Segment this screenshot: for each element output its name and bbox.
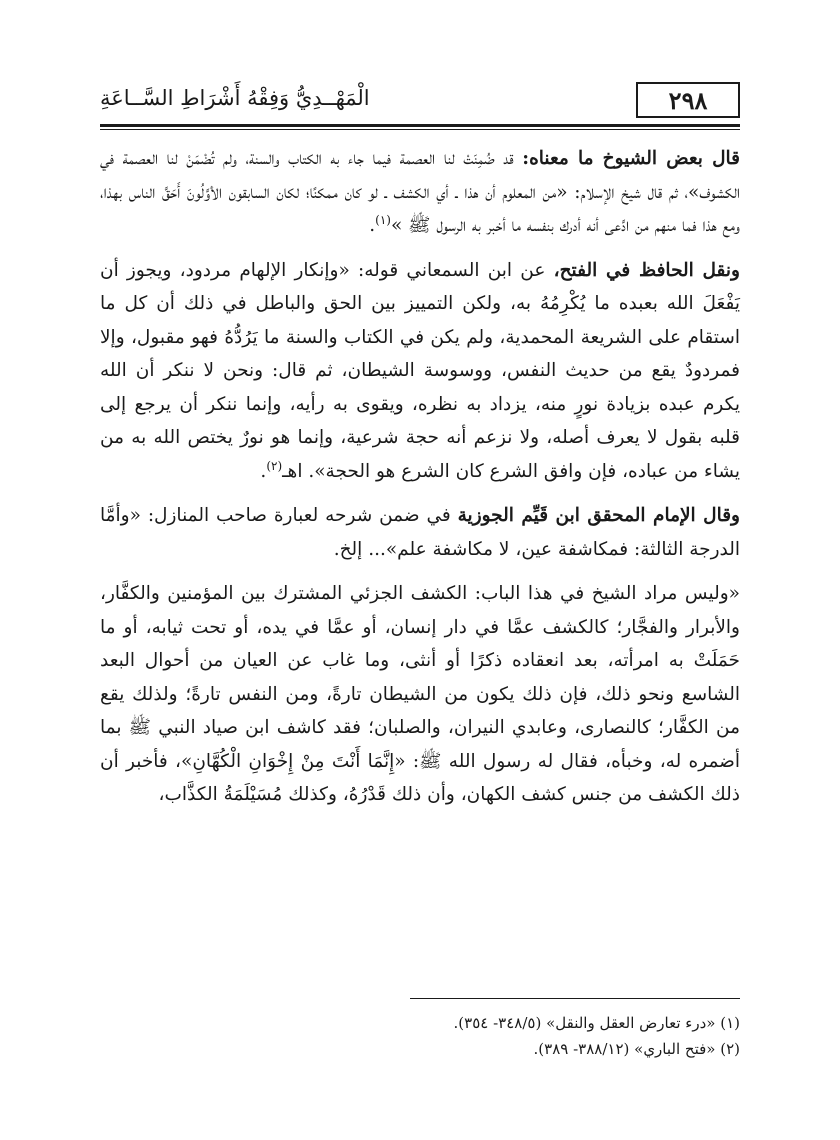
paragraph-text: قد ضُمِنَتْ لنا العصمة فيما جاء به الكتاب والسنة، ولم تُضْمَنْ لنا العصمة في الكشوف»، ثم قال شيخ الإسلام: «من المعلوم أن هذا ـ أي الكشف ـ لو كان ممكنًا؛ لكان السابقون الأوَّلُونَ أَحَقَّ الناس بهذا، ومع هذا فما منهم من ادَّعى أنه أدرك بنفسه ما أخبر به الرسول ﷺ » [100, 148, 740, 236]
paragraph-text: في ضمن شرحه لعبارة صاحب المنازل: «وأمَّا الدرجة الثالثة: فمكاشفة عين، لا مكاشفة علم»... إلخ. [100, 505, 740, 560]
paragraph-4 [100, 577, 740, 812]
paragraph-tail: . [369, 215, 376, 236]
page-number: ٢٩٨ [636, 82, 740, 118]
paragraph-text: «وليس مراد الشيخ في هذا الباب: الكشف الجزئي المشترك بين المؤمنين والكفَّار، والأبرار والفجَّار؛ كالكشف عمَّا في دار إنسان، أو عمَّا في يده، أو تحت ثيابه، أو ما حَمَلَتْ به امرأته، بعد انعقاده ذكرًا أو أنثى، وما غاب عن العيان من أحوال البعد الشاسع ونحو ذلك، فإن ذلك يكون من الشيطان تارةً، ومن النفس تارةً؛ ولذلك يقع من الكفَّار؛ كالنصارى، وعابدي النيران، والصلبان؛ فقد كاشف ابن صياد النبي ﷺ بما أضمره له، وخبأه، فقال له رسول الله ﷺ: «إِنَّمَا أَنْتَ مِنْ إِخْوَانِ الْكُهَّانِ»، فأخبر أن ذلك الكشف من جنس كشف الكهان، وأن ذلك قَدْرُهُ، وكذلك مُسَيْلَمَةُ الكذَّاب، [100, 583, 740, 805]
running-title: الْمَهْــدِيُّ وَفِقْهُ أَشْرَاطِ السَّــاعَةِ [100, 86, 370, 110]
paragraph-3 [100, 499, 740, 566]
paragraph-2 [100, 254, 740, 489]
header-rule-thick [100, 124, 740, 127]
footnote-ref: (١) [375, 212, 391, 227]
footnote-2: (٢) «فتح الباري» (٣٨٨/١٢- ٣٨٩). [533, 1040, 740, 1058]
book-page [100, 80, 740, 1100]
paragraph-lead: ونقل الحافظ في الفتح، [553, 259, 740, 281]
footnote-separator [410, 998, 740, 999]
footnote-ref: (٢) [266, 458, 283, 473]
paragraph-text: عن ابن السمعاني قوله: «وإنكار الإلهام مردود، ويجوز أن يَفْعَلَ الله بعبده ما يُكْرِمُهُ به، ولكن التمييز بين الحق والباطل في ذلك أن كل ما استقام على الشريعة المحمدية، ولم يكن في الكتاب والسنة ما يَرُدُّهُ فهو مقبول، وإلا فمردودٌ يقع من حديث النفس، ووسوسة الشيطان، ثم قال: ونحن لا ننكر أن الله يكرم عبده بزيادة نورٍ منه، يزداد به نظره، ويقوى به رأيه، وإنما ننكر أن يرجع إلى قلبه بقول لا يعرف أصله، ولا نزعم أنه حجة شرعية، وإنما هو نورٌ يختص الله به من يشاء من عباده، فإن وافق الشرع كان الشرع هو الحجة». اهـ [100, 259, 740, 482]
page-header [100, 80, 740, 122]
paragraph-lead: قال بعض الشيوخ ما معناه: [522, 148, 741, 169]
body-text [100, 142, 740, 823]
footnote-1: (١) «درء تعارض العقل والنقل» (٣٤٨/٥- ٣٥٤). [453, 1014, 740, 1032]
footnotes [100, 1010, 740, 1062]
paragraph-1 [100, 142, 740, 243]
header-rule-thin [100, 129, 740, 130]
paragraph-tail: . [260, 460, 267, 482]
paragraph-lead: وقال الإمام المحقق ابن قَيِّم الجوزية [457, 505, 740, 526]
